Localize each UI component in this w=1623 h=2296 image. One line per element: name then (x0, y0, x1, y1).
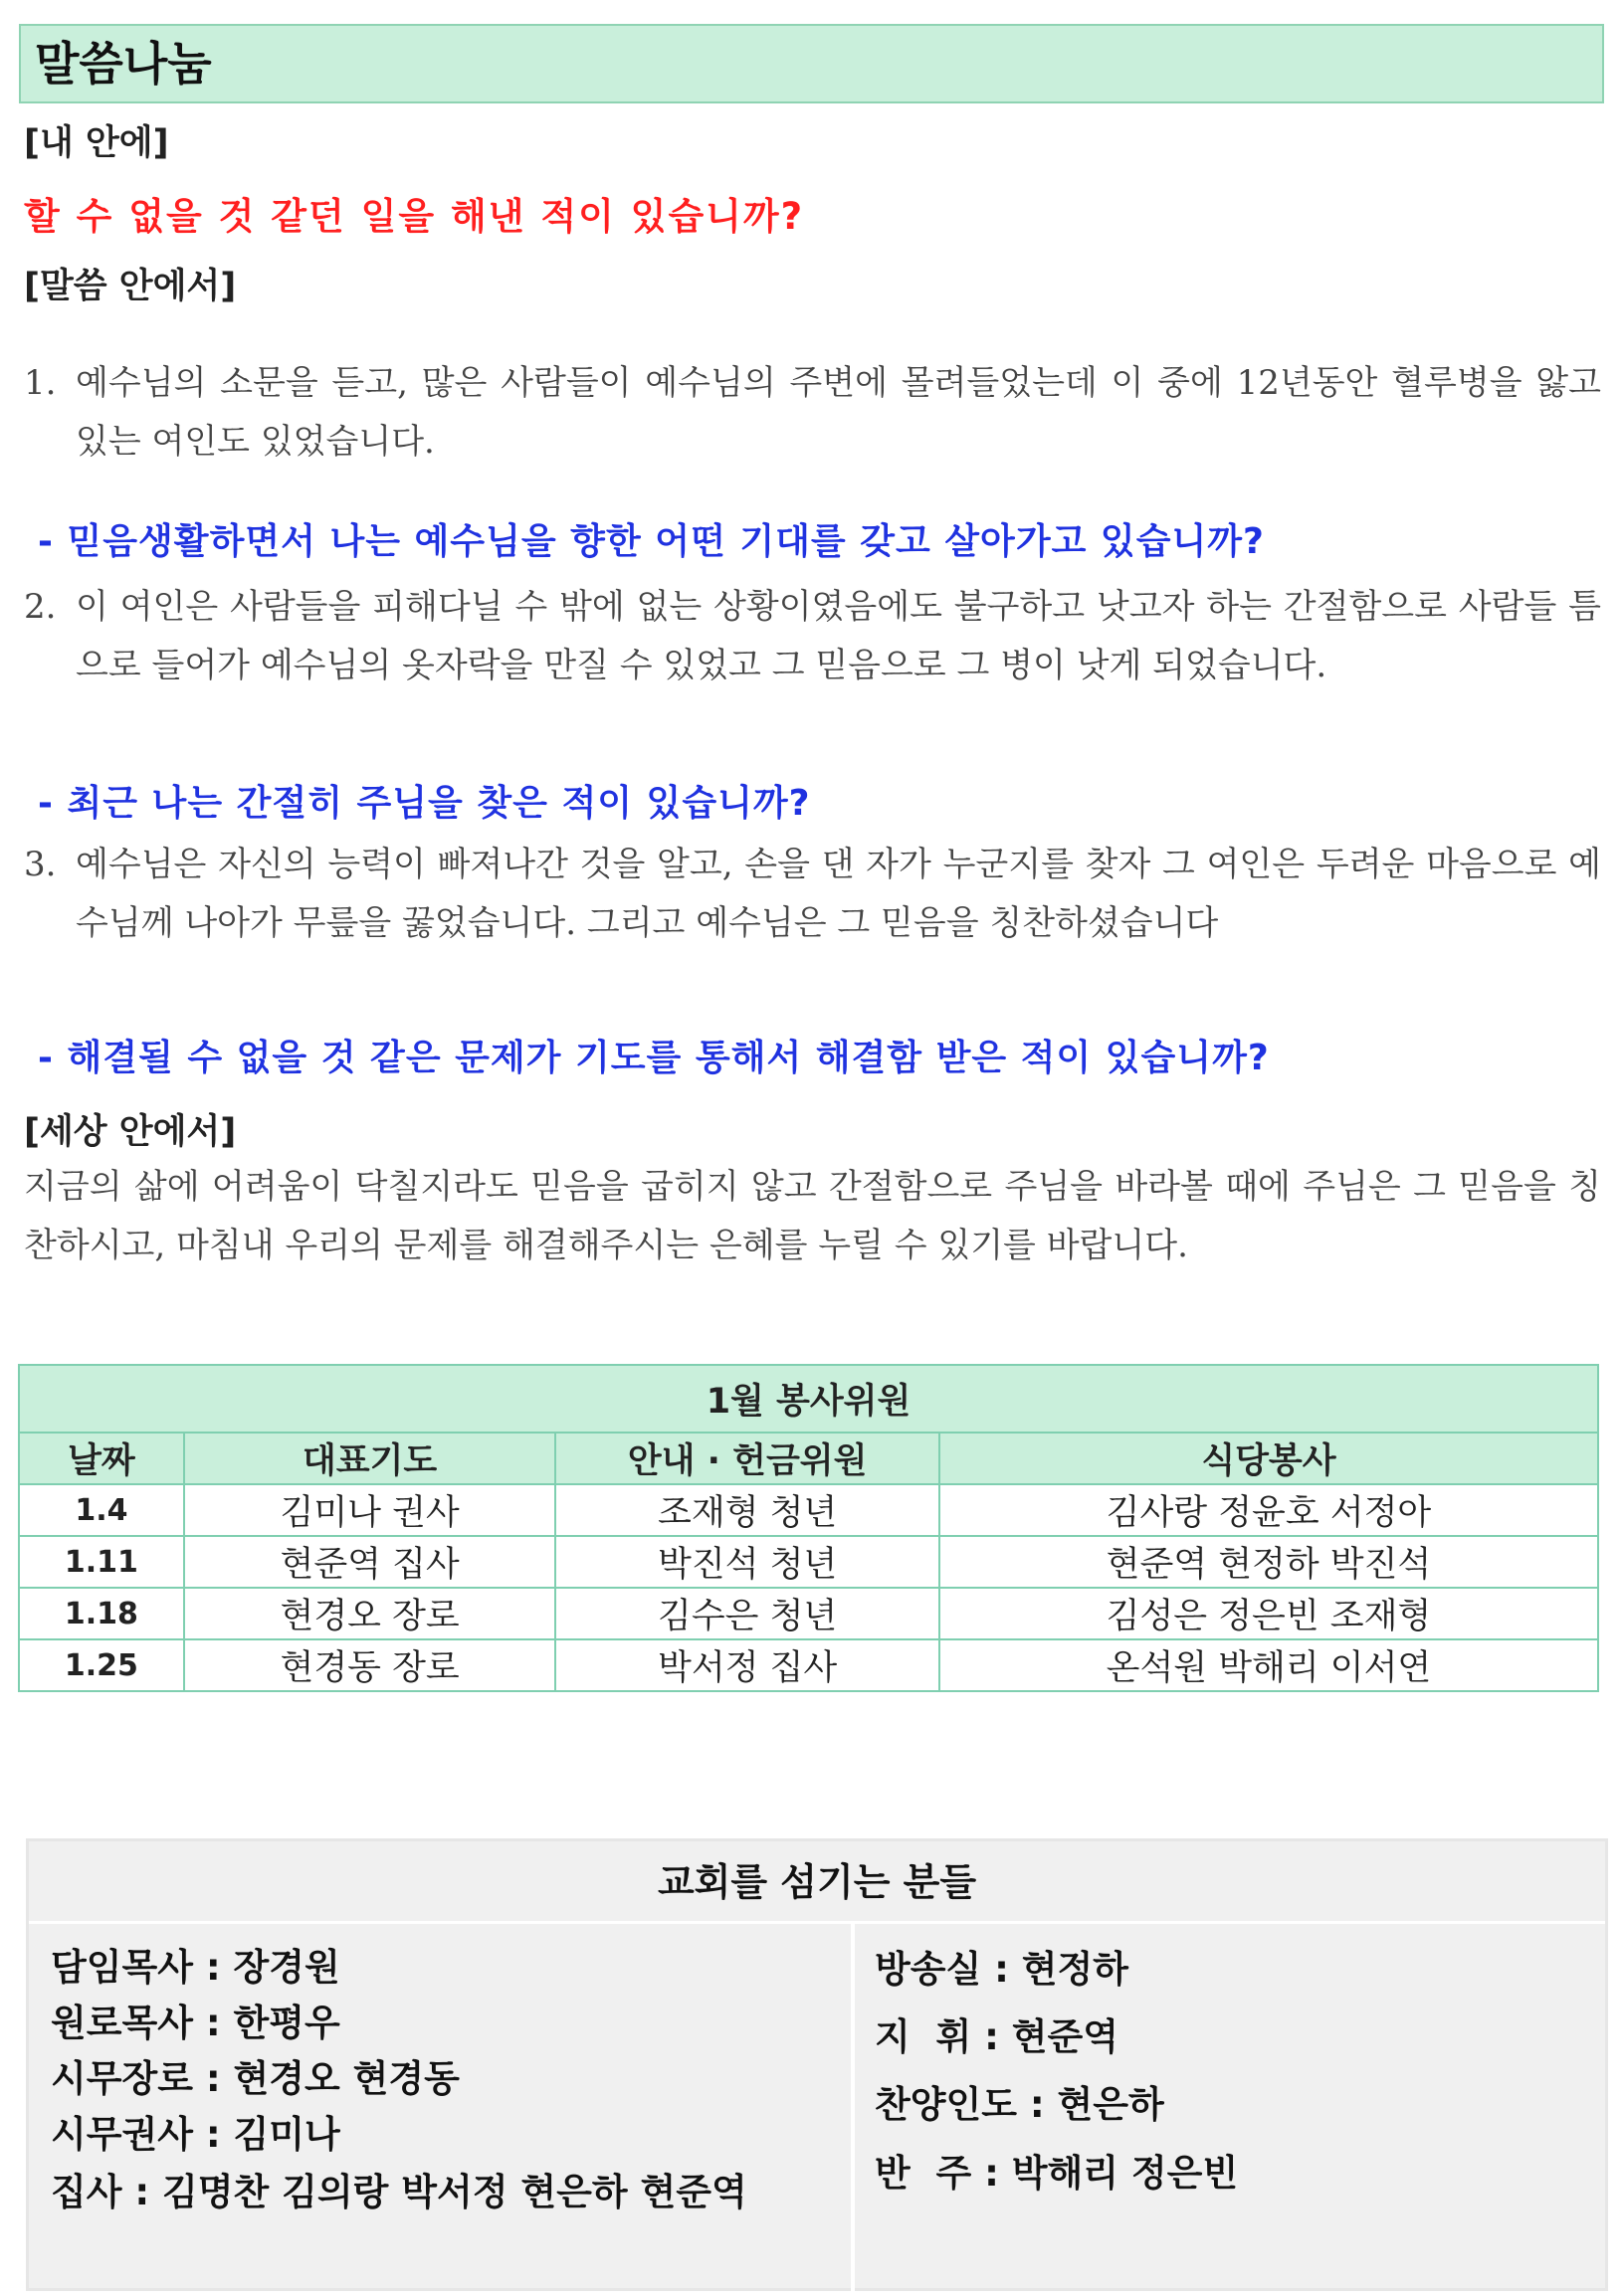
item-text: 이 여인은 사람들을 피해다닐 수 밖에 없는 상황이였음에도 불구하고 낫고자 하는 간절함으로 사람들 틈으로 들어가 예수님의 옷자락을 만질 수 있었고 그 믿음으로 그 병이 낫게 되었습니다. (76, 587, 1601, 685)
table-cell: 김수은 청년 (555, 1588, 939, 1639)
column-header: 날짜 (19, 1433, 184, 1484)
list-item (24, 354, 1601, 472)
column-header: 안내 · 헌금위원 (555, 1433, 939, 1484)
inner-label: [내 안에] (24, 123, 169, 163)
table-row (19, 1536, 1598, 1588)
servant-line: 시무장로 : 현경오 현경동 (51, 2057, 460, 2100)
inner-question: 할 수 없을 것 같던 일을 해낸 적이 있습니까? (24, 195, 805, 238)
table-cell: 조재형 청년 (555, 1484, 939, 1536)
world-text: 지금의 삶에 어려움이 닥칠지라도 믿음을 굽히지 않고 간절함으로 주님을 바라볼 때에 주님은 그 믿음을 칭찬하시고, 마침내 우리의 문제를 해결해주시는 은혜를 누릴 수 있기를 바랍니다. (24, 1167, 1601, 1265)
item-number: 1. (24, 363, 57, 403)
item-text: 예수님의 소문을 듣고, 많은 사람들이 예수님의 주변에 몰려들었는데 이 중에 12년동안 혈루병을 앓고 있는 여인도 있었습니다. (76, 363, 1601, 462)
table-cell: 현준역 현정하 박진석 (939, 1536, 1598, 1588)
table-cell: 김사랑 정윤호 서정아 (939, 1484, 1598, 1536)
table-row (19, 1588, 1598, 1639)
servant-line: 집사 : 김명찬 김의랑 박서정 현은하 현준역 (51, 2171, 747, 2213)
servants-title: 교회를 섬기는 분들 (29, 1841, 1605, 1924)
servant-line: 담임목사 : 장경원 (51, 1946, 340, 1989)
servant-line: 반 주 : 박해리 정은빈 (875, 2152, 1239, 2195)
table-cell: 박진석 청년 (555, 1536, 939, 1588)
table-row (19, 1484, 1598, 1536)
table-cell: 현경동 장로 (184, 1639, 556, 1691)
column-header: 식당봉사 (939, 1433, 1598, 1484)
divider (851, 1924, 855, 2294)
item-number: 3. (24, 845, 57, 884)
item-question: - 믿음생활하면서 나는 예수님을 향한 어떤 기대를 갖고 살아가고 있습니까? (38, 521, 1265, 562)
world-label: [세상 안에서] (24, 1112, 237, 1152)
item-number: 2. (24, 587, 57, 627)
table-cell: 현경오 장로 (184, 1588, 556, 1639)
servant-line: 시무권사 : 김미나 (51, 2113, 340, 2156)
servant-line: 찬양인도 : 현은하 (875, 2083, 1164, 2126)
servant-line: 방송실 : 현정하 (875, 1948, 1129, 1991)
table-row (19, 1639, 1598, 1691)
table-cell: 현준역 집사 (184, 1536, 556, 1588)
table-cell: 김성은 정은빈 조재형 (939, 1588, 1598, 1639)
table-cell: 박서정 집사 (555, 1639, 939, 1691)
item-question: - 최근 나는 간절히 주님을 찾은 적이 있습니까? (38, 783, 811, 824)
table-cell-date: 1.18 (19, 1588, 184, 1639)
item-question: - 해결될 수 없을 것 같은 문제가 기도를 통해서 해결함 받은 적이 있습니까? (38, 1038, 1270, 1078)
table-cell: 김미나 권사 (184, 1484, 556, 1536)
table-cell-date: 1.11 (19, 1536, 184, 1588)
table-cell: 온석원 박해리 이서연 (939, 1639, 1598, 1691)
duty-table (18, 1364, 1599, 1692)
list-item (24, 836, 1601, 953)
list-item (24, 578, 1601, 695)
table-title-row (19, 1365, 1598, 1433)
table-header-row (19, 1433, 1598, 1484)
table-cell-date: 1.4 (19, 1484, 184, 1536)
section-title: 말씀나눔 (19, 24, 1604, 103)
servant-line: 지 휘 : 현준역 (875, 2015, 1119, 2058)
column-header: 대표기도 (184, 1433, 556, 1484)
servant-line: 원로목사 : 한평우 (51, 2002, 340, 2044)
servants-box (26, 1838, 1608, 2291)
table-title: 1월 봉사위원 (19, 1365, 1598, 1433)
item-text: 예수님은 자신의 능력이 빠져나간 것을 알고, 손을 댄 자가 누군지를 찾자 그 여인은 두려운 마음으로 예수님께 나아가 무릎을 꿇었습니다. 그리고 예수님은 그 믿음을 칭찬하셨습니다 (76, 845, 1601, 943)
table-cell-date: 1.25 (19, 1639, 184, 1691)
word-label: [말씀 안에서] (24, 267, 237, 306)
